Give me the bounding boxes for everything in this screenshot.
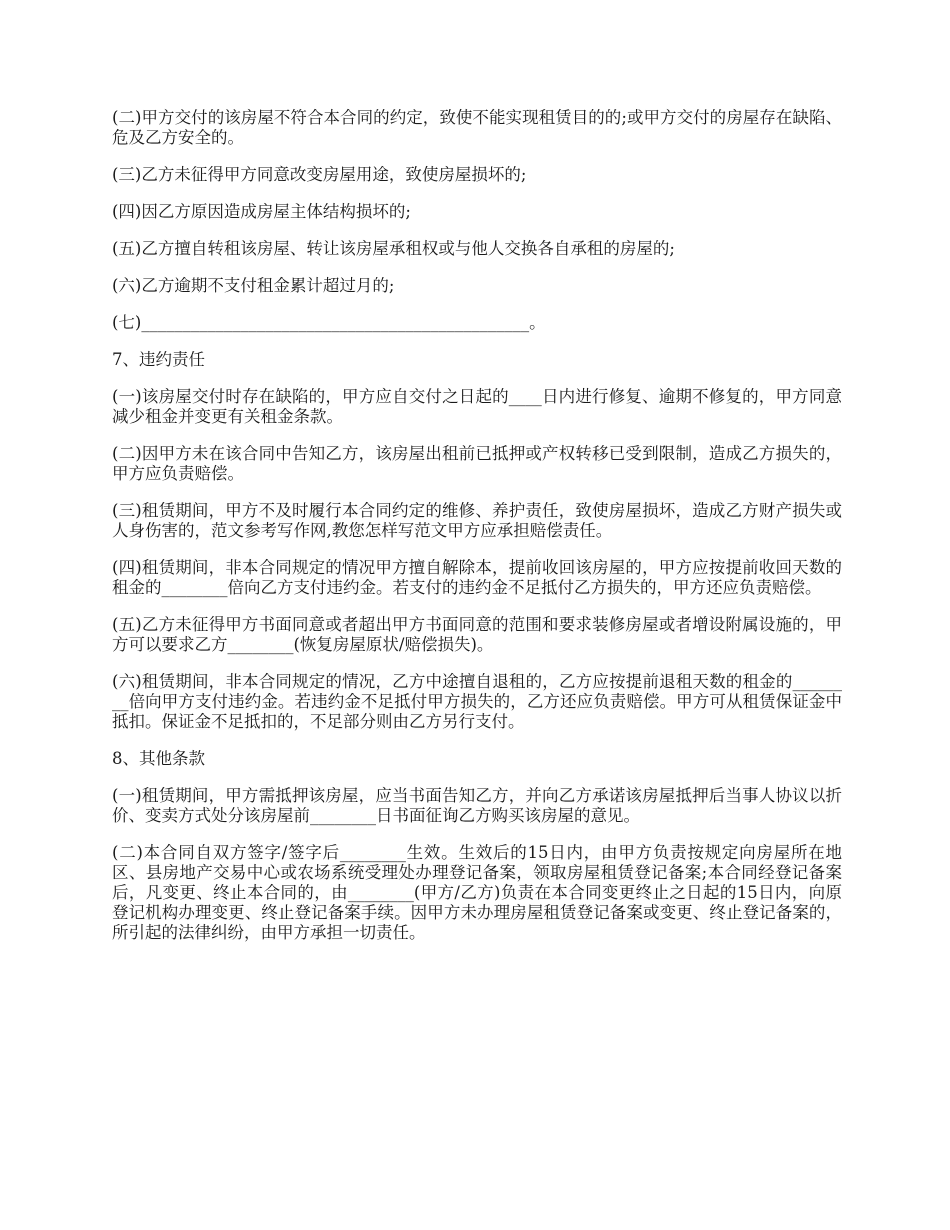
document-page — [112, 108, 842, 960]
clause-2-4: (四)因乙方原因造成房屋主体结构损坏的; — [112, 202, 411, 221]
clause-7-5: (五)乙方未征得甲方书面同意或者超出甲方书面同意的范围和要求装修房屋或者增设附属设施的，甲方可以要求乙方________(恢复房屋原状/赔偿损失)。 — [112, 615, 842, 654]
clause-7-1: (一)该房屋交付时存在缺陷的，甲方应自交付之日起的____日内进行修复、逾期不修复的，甲方同意减少租金并变更有关租金条款。 — [112, 387, 842, 426]
section-heading-breach-liability: 7、违约责任 — [112, 350, 205, 369]
clause-2-3: (三)乙方未征得甲方同意改变房屋用途，致使房屋损坏的; — [112, 165, 527, 184]
clause-2-5: (五)乙方擅自转租该房屋、转让该房屋承租权或与他人交换各自承租的房屋的; — [112, 239, 675, 258]
clause-2-2: (二)甲方交付的该房屋不符合本合同的约定，致使不能实现租赁目的的;或甲方交付的房屋存在缺陷、危及乙方安全的。 — [112, 108, 842, 147]
clause-8-1: (一)租赁期间，甲方需抵押该房屋，应当书面告知乙方，并向乙方承诺该房屋抵押后当事人协议以折价、变卖方式处分该房屋前________日书面征询乙方购买该房屋的意见。 — [112, 786, 842, 825]
clause-7-6: (六)租赁期间，非本合同规定的情况，乙方中途擅自退租的，乙方应按提前退租天数的租金的________倍向甲方支付违约金。若违约金不足抵付甲方损失的，乙方还应负责赔偿。甲方可从租赁保证金中抵扣。保证金不足抵扣的，不足部分则由乙方另行支付。 — [112, 672, 842, 731]
section-heading-other-terms: 8、其他条款 — [112, 749, 205, 768]
clause-7-4: (四)租赁期间，非本合同规定的情况甲方擅自解除本，提前收回该房屋的，甲方应按提前收回天数的租金的________倍向乙方支付违约金。若支付的违约金不足抵付乙方损失的，甲方还应负责赔偿。 — [112, 558, 842, 597]
clause-2-7: (七)_______________________________________________。 — [112, 313, 546, 332]
clause-8-2: (二)本合同自双方签字/签字后________生效。生效后的15日内，由甲方负责按规定向房屋所在地区、县房地产交易中心或农场系统受理处办理登记备案，领取房屋租赁登记备案;本合同经登记备案后，凡变更、终止本合同的，由________(甲方/乙方)负责在本合同变更终止之日起的15日内，向原登记机构办理变更、终止登记备案手续。因甲方未办理房屋租赁登记备案或变更、终止登记备案的，所引起的法律纠纷，由甲方承担一切责任。 — [112, 843, 842, 942]
clause-7-3: (三)租赁期间，甲方不及时履行本合同约定的维修、养护责任，致使房屋损坏，造成乙方财产损失或人身伤害的，范文参考写作网,教您怎样写范文甲方应承担赔偿责任。 — [112, 501, 842, 540]
clause-2-6: (六)乙方逾期不支付租金累计超过月的; — [112, 276, 395, 295]
clause-7-2: (二)因甲方未在该合同中告知乙方，该房屋出租前已抵押或产权转移已受到限制，造成乙方损失的，甲方应负责赔偿。 — [112, 444, 842, 483]
